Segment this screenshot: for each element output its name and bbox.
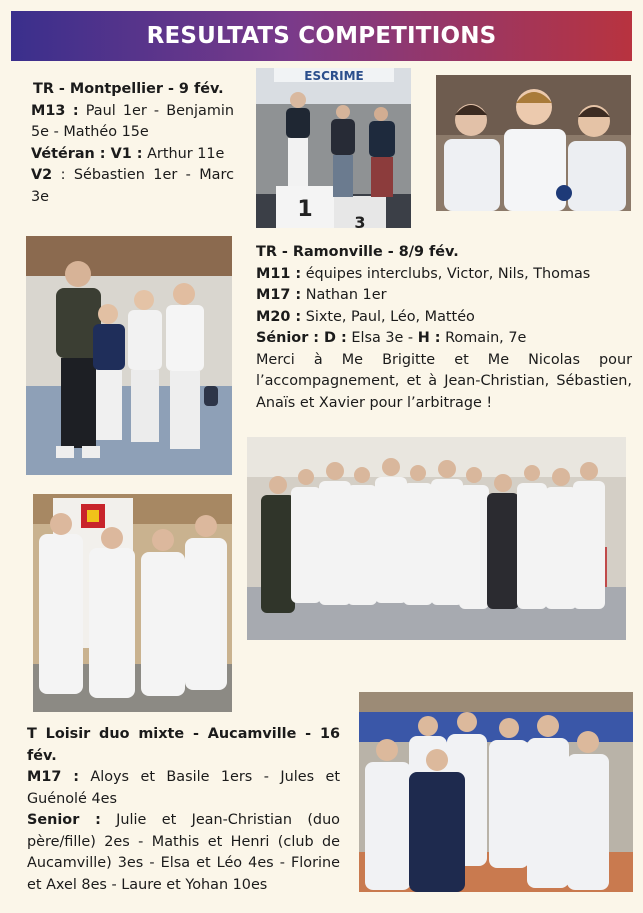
- aucamville-heading: [27, 724, 340, 767]
- ramonville-m20: [256, 307, 632, 329]
- v2-results: : Sébastien 1er - Marc 3e: [31, 167, 234, 205]
- m20-label: M20 :: [256, 308, 302, 325]
- ramonville-senior: [256, 328, 632, 350]
- podium-step-1: 1: [297, 197, 313, 222]
- ramonville-heading-text: TR - Ramonville - 8/9 fév.: [256, 244, 459, 260]
- coach-kids-photo: [26, 236, 232, 475]
- aucamville-m17-results: Aloys et Basile 1ers - Jules et Guénolé 4es: [27, 769, 340, 807]
- senior-d-label: Sénior : D :: [256, 330, 347, 346]
- v2-label: V2: [31, 167, 53, 183]
- group-team-photo: [247, 437, 626, 640]
- senior-d-results: Elsa 3e -: [346, 330, 418, 346]
- m11-results: équipes interclubs, Victor, Nils, Thomas: [301, 265, 591, 282]
- montpellier-v2: [31, 165, 234, 208]
- kids-portrait-photo: [436, 75, 631, 211]
- m13-results: Paul 1er - Benjamin 5e - Mathéo 15e: [31, 102, 234, 140]
- m11-label: M11 :: [256, 265, 302, 282]
- aucamville-senior-results: Julie et Jean-Christian (duo père/fille) 2es - Mathis et Henri (club de Aucamville) 3es - Elsa et Léo 4es - Florine et Axel 8es - Laure et Yohan 10es: [27, 812, 340, 893]
- title-banner: [11, 11, 632, 61]
- m20-results: Sixte, Paul, Léo, Mattéo: [301, 308, 475, 325]
- ramonville-m11: [256, 264, 632, 286]
- aucamville-m17: [27, 767, 340, 810]
- aucamville-m17-label: M17 :: [27, 769, 79, 785]
- podium-banner-text: ESCRIME: [304, 69, 364, 83]
- montpellier-m13: [31, 101, 234, 144]
- podium-step-3: 3: [354, 213, 366, 228]
- ramonville-results: [256, 242, 632, 414]
- senior-h-results: Romain, 7e: [440, 330, 527, 346]
- fencers-banner-photo: [33, 494, 232, 712]
- ramonville-heading: [256, 242, 632, 264]
- aucamville-senior-label: Senior :: [27, 812, 101, 828]
- ramonville-m17-results: Nathan 1er: [301, 287, 387, 303]
- ramonville-m17: [256, 285, 632, 307]
- ramonville-thanks: Merci à Me Brigitte et Me Nicolas pour l’accompagnement, et à Jean-Christian, Sébastien, Anaïs et Xavier pour l’arbitrage !: [256, 351, 632, 411]
- duo-mixte-group-photo: [359, 692, 633, 892]
- podium-photo: [256, 68, 411, 228]
- page-title: RESULTATS COMPETITIONS: [146, 23, 497, 49]
- aucamville-results: [27, 724, 340, 896]
- veteran-results: Arthur 11e: [142, 145, 225, 162]
- ramonville-m17-label: M17 :: [256, 287, 302, 303]
- montpellier-heading-text: TR - Montpellier - 9 fév.: [33, 81, 224, 97]
- montpellier-veteran: [31, 144, 234, 166]
- aucamville-heading-text: T Loisir duo mixte - Aucamville - 16 fév.: [27, 726, 340, 764]
- montpellier-results: [31, 79, 234, 208]
- senior-h-label: H :: [417, 330, 441, 346]
- veteran-label: Vétéran : V1 :: [31, 145, 143, 162]
- m13-label: M13 :: [31, 102, 79, 119]
- montpellier-heading: [31, 79, 234, 101]
- aucamville-senior: [27, 810, 340, 896]
